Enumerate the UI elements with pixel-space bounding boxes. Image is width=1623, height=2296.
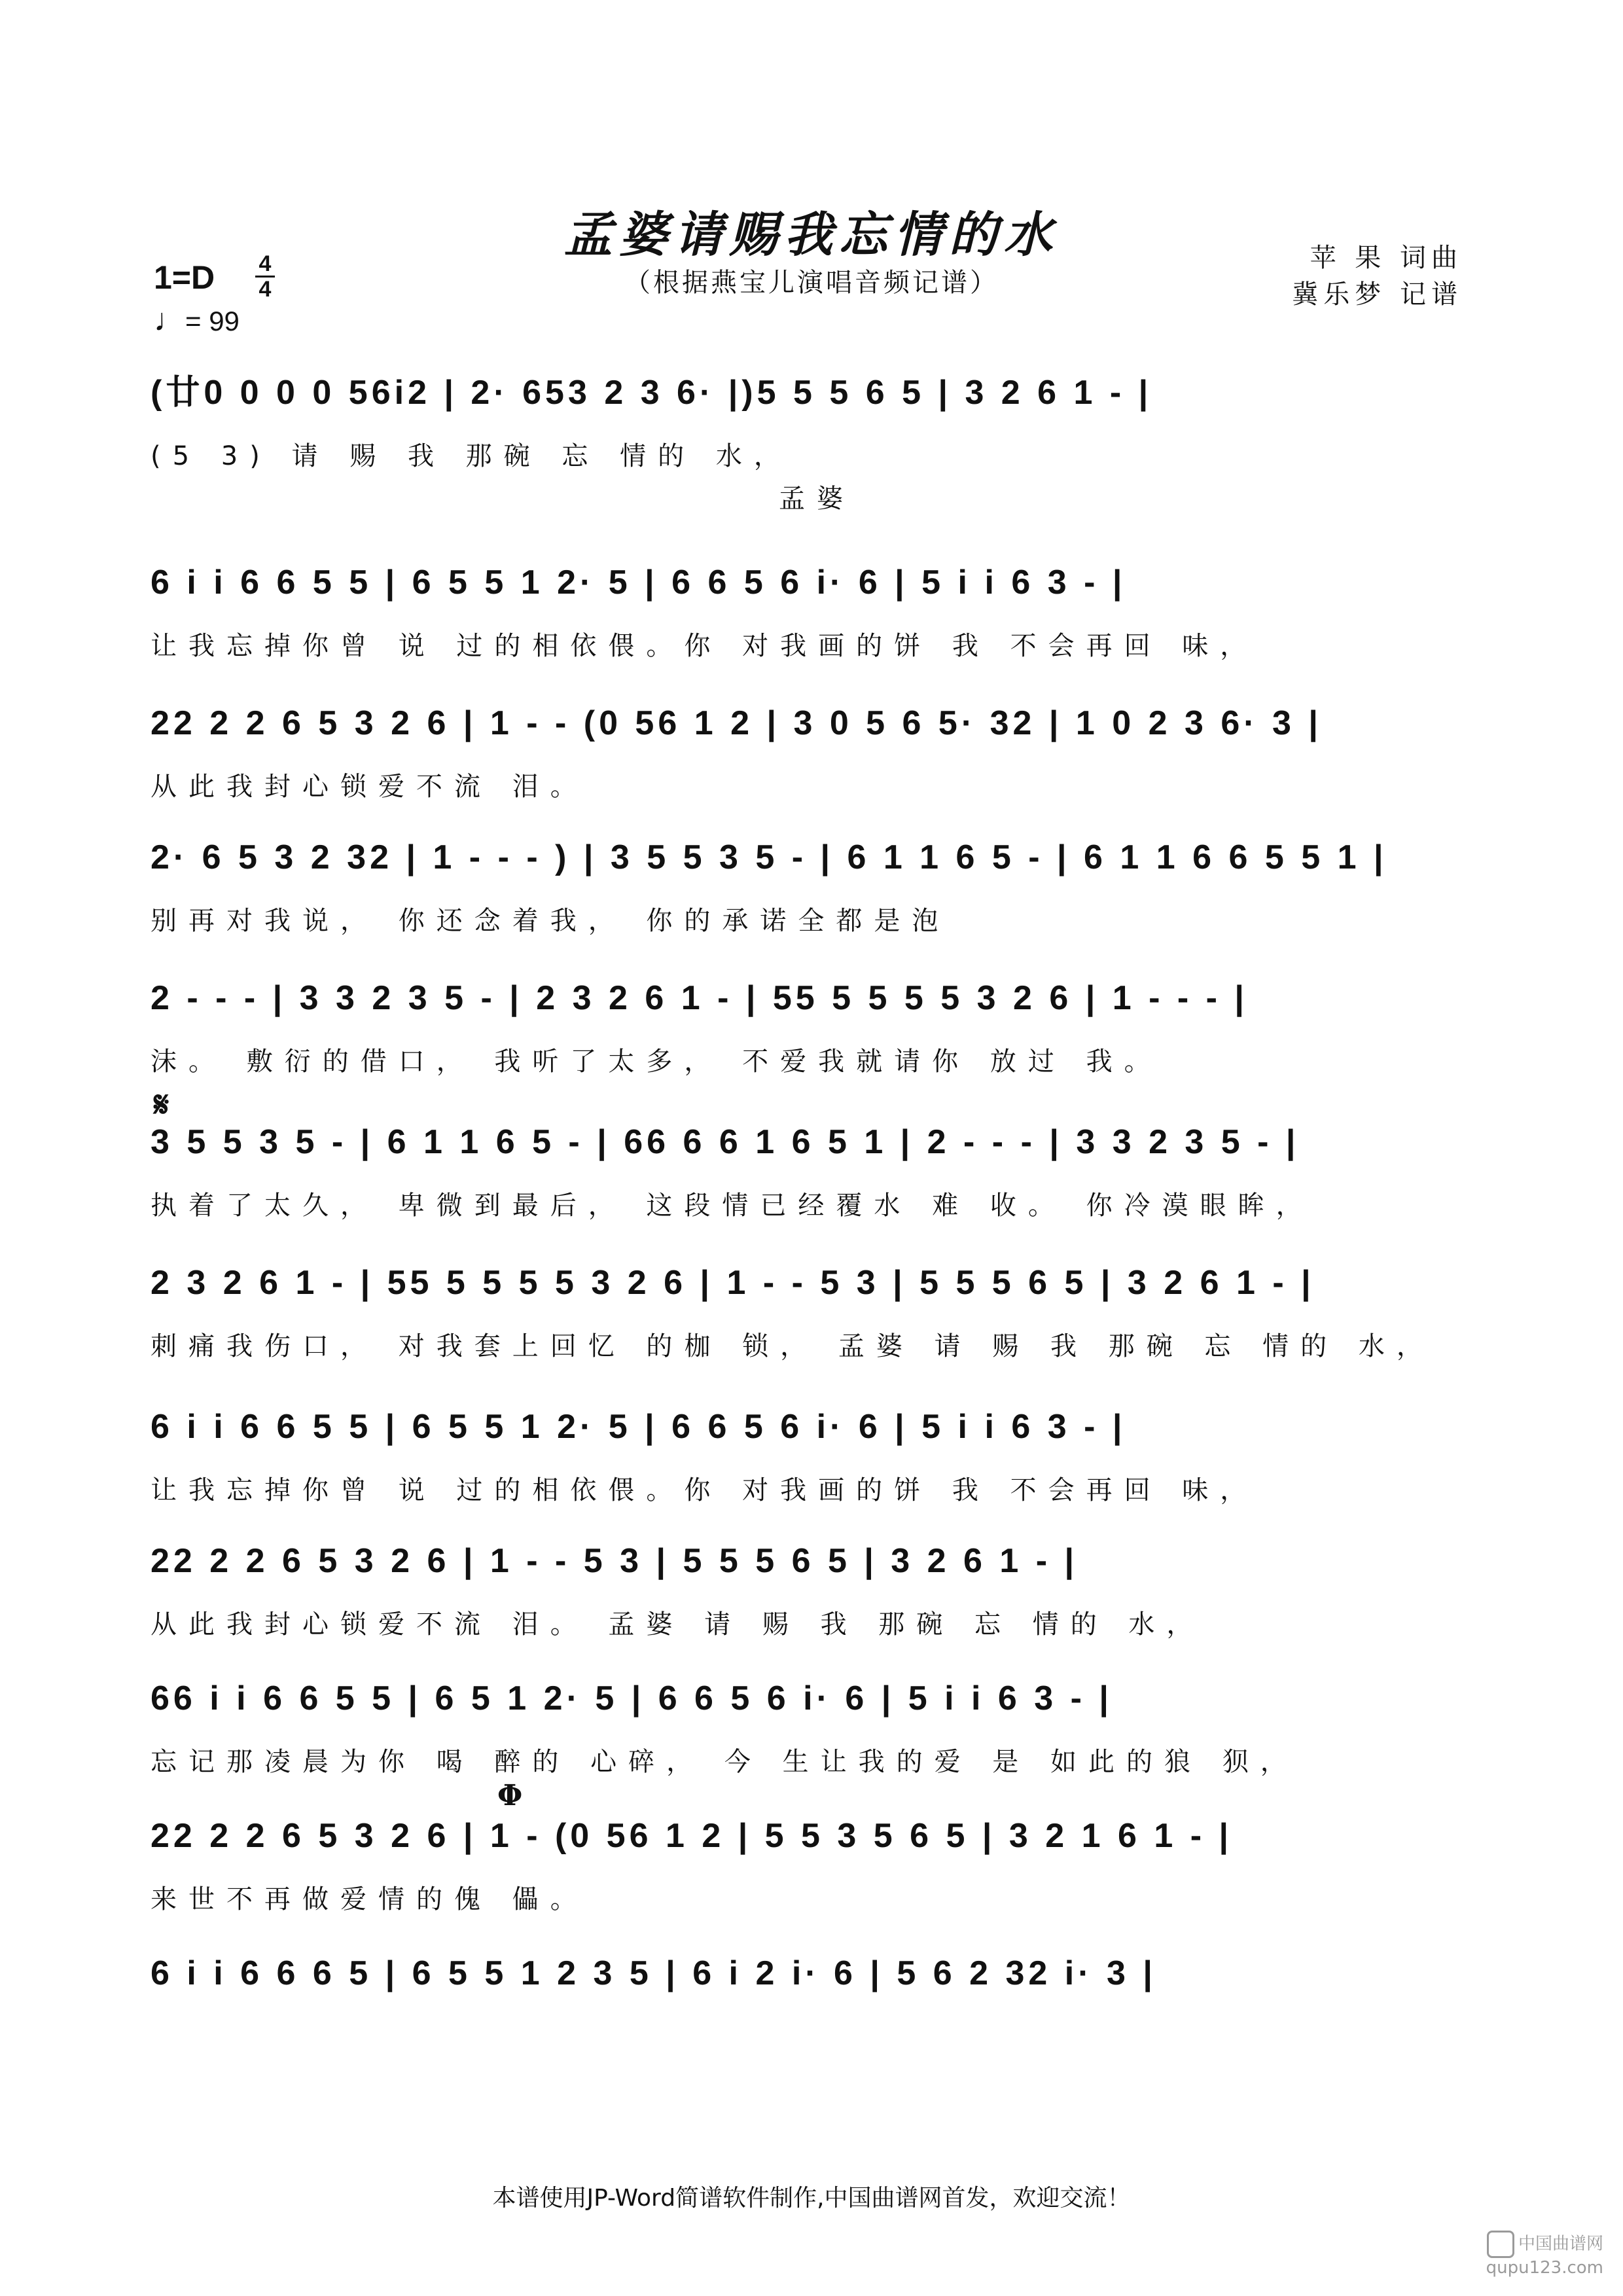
notation-line: 2 3 2 6 1 - | 55 5 5 5 5 3 2 6 | 1 - - 5 3 | 5 5 5 6 5 | 3 2 6 1 - | <box>151 1264 1315 1302</box>
transcriber-credit: 冀乐梦 记谱 <box>1292 279 1463 310</box>
site-logo-icon <box>1487 2231 1514 2258</box>
tempo-value: = 99 <box>185 306 240 336</box>
lyric-line-second-verse: 孟婆 <box>779 484 855 514</box>
lyric-line: 从此我封心锁爱不流 泪。 <box>151 772 588 802</box>
lyric-line: 让我忘掉你曾 说 过的相依偎。你 对我画的饼 我 不会再回 味， <box>151 631 1258 661</box>
site-watermark <box>1486 2231 1603 2278</box>
lyric-line: 从此我封心锁爱不流 泪。 孟婆 请 赐 我 那碗 忘 情的 水， <box>151 1609 1205 1640</box>
footer-note: 本谱使用JP-Word简谱软件制作,中国曲谱网首发，欢迎交流！ <box>492 2185 1131 2212</box>
lyric-line: 让我忘掉你曾 说 过的相依偎。你 对我画的饼 我 不会再回 味， <box>151 1475 1258 1505</box>
notation-line: 2· 6 5 3 2 32 | 1 - - - ) | 3 5 5 3 5 - | 6 1 1 6 5 - | 6 1 1 6 6 5 5 1 | <box>151 838 1387 876</box>
lyric-line: 忘记那凌晨为你 喝 醉的 心碎， 今 生让我的爱 是 如此的狼 狈， <box>151 1747 1298 1777</box>
tempo-marking <box>154 302 240 338</box>
time-sig-top: 4 <box>259 251 272 276</box>
lyric-line: 沫。 敷衍的借口， 我听了太多， 不爱我就请你 放过 我。 <box>151 1047 1162 1077</box>
lyrics-music-credit: 苹 果 词曲 <box>1310 243 1463 273</box>
notation-line: 3 5 5 3 5 - | 6 1 1 6 5 - | 66 6 6 1 6 5 1 | 2 - - - | 3 3 2 3 5 - | <box>151 1123 1300 1161</box>
notation-line: 6 i i 6 6 5 5 | 6 5 5 1 2· 5 | 6 6 5 6 i· 6 | 5 i i 6 3 - | <box>151 564 1126 601</box>
coda-mark: Φ <box>497 1779 523 1812</box>
notation-line: 22 2 2 6 5 3 2 6 | 1 - - (0 56 1 2 | 3 0 5 6 5· 32 | 1 0 2 3 6· 3 | <box>151 704 1322 742</box>
lyric-line: 执着了太久， 卑微到最后， 这段情已经覆水 难 收。 你冷漠眼眸， <box>151 1191 1314 1221</box>
watermark-text: 中国曲谱网 <box>1518 2234 1603 2254</box>
time-signature <box>252 252 278 301</box>
quarter-note-icon: ♩ <box>154 303 185 338</box>
song-title: 孟婆请赐我忘情的水 <box>564 207 1059 263</box>
notation-line: 6 i i 6 6 6 5 | 6 5 5 1 2 3 5 | 6 i 2 i· 6 | 5 6 2 32 i· 3 | <box>151 1954 1156 1992</box>
lyric-line: 别再对我说， 你还念着我， 你的承诺全都是泡 <box>151 906 950 936</box>
time-sig-bottom: 4 <box>259 277 272 302</box>
notation-line: 22 2 2 6 5 3 2 6 | 1 - - 5 3 | 5 5 5 6 5 | 3 2 6 1 - | <box>151 1542 1079 1580</box>
lyric-line: 刺痛我伤口， 对我套上回忆 的枷 锁， 孟婆 请 赐 我 那碗 忘 情的 水， <box>151 1331 1435 1361</box>
notation-line: (廿0 0 0 0 56i2 | 2· 653 2 3 6· |)5 5 5 6 5 | 3 2 6 1 - | <box>151 374 1152 412</box>
lyric-line: 来世不再做爱情的傀 儡。 <box>151 1884 588 1914</box>
watermark-url: qupu123.com <box>1486 2258 1603 2278</box>
notation-line: 66 i i 6 6 5 5 | 6 5 1 2· 5 | 6 6 5 6 i· 6 | 5 i i 6 3 - | <box>151 1679 1113 1717</box>
key-signature: 1=D <box>154 259 215 296</box>
song-subtitle: （根据燕宝儿演唱音频记谱） <box>624 268 999 298</box>
lyric-line: (5 3) 请 赐 我 那碗 忘 情的 水， <box>151 441 792 471</box>
notation-line: 22 2 2 6 5 3 2 6 | 1 - (0 56 1 2 | 5 5 3 5 6 5 | 3 2 1 6 1 - | <box>151 1817 1233 1855</box>
notation-line: 2 - - - | 3 3 2 3 5 - | 2 3 2 6 1 - | 55 5 5 5 5 3 2 6 | 1 - - - | <box>151 979 1248 1017</box>
segno-mark: 𝄋 <box>154 1083 169 1125</box>
notation-line: 6 i i 6 6 5 5 | 6 5 5 1 2· 5 | 6 6 5 6 i· 6 | 5 i i 6 3 - | <box>151 1408 1126 1446</box>
